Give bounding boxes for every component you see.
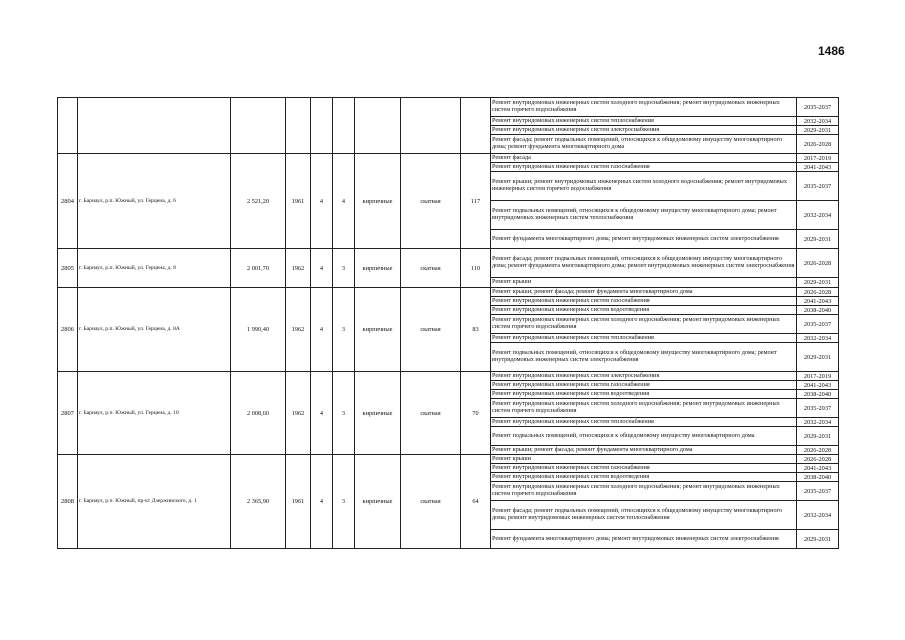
work-period: 2029-2031	[797, 278, 839, 288]
work-description: Ремонт внутридомовых инженерных систем водоотведения	[491, 390, 797, 399]
work-description: Ремонт внутридомовых инженерных систем холодного водоснабжения; ремонт внутридомовых инженерных систем горячего водоснабжения	[491, 315, 797, 334]
house-year	[286, 98, 311, 154]
wall-material: кирпичные	[355, 372, 401, 455]
work-period: 2029-2031	[797, 230, 839, 249]
work-description: Ремонт крыши	[491, 278, 797, 288]
house-number: 2806	[58, 288, 78, 372]
house-year: 1961	[286, 154, 311, 249]
house-area: 2 365,90	[231, 455, 286, 549]
house-floors: 4	[311, 372, 333, 455]
house-year: 1962	[286, 372, 311, 455]
wall-material: кирпичные	[355, 455, 401, 549]
work-period: 2041-2043	[797, 163, 839, 172]
work-description: Ремонт внутридомовых инженерных систем газоснабжения	[491, 163, 797, 172]
residents-count: 83	[461, 288, 491, 372]
work-description: Ремонт крыши; ремонт внутридомовых инженерных систем холодного водоснабжения; ремонт внутридомовых инженерных систем горячего водоснабжения	[491, 172, 797, 201]
table-row	[58, 372, 839, 381]
house-number: 2804	[58, 154, 78, 249]
work-period: 2017-2019	[797, 372, 839, 381]
work-description: Ремонт подвальных помещений, относящихся к общедомовому имуществу многоквартирного дома; ремонт внутридомовых инженерных систем электроснабжения	[491, 343, 797, 372]
house-floors: 4	[311, 455, 333, 549]
house-area: 2 521,20	[231, 154, 286, 249]
house-number: 2807	[58, 372, 78, 455]
residents-count	[461, 98, 491, 154]
work-period: 2032-2034	[797, 334, 839, 343]
residents-count: 64	[461, 455, 491, 549]
work-period: 2026-2028	[797, 446, 839, 455]
work-period: 2026-2028	[797, 135, 839, 154]
wall-material: кирпичные	[355, 154, 401, 249]
work-description: Ремонт внутридомовых инженерных систем газоснабжения	[491, 297, 797, 306]
work-period: 2017-2019	[797, 154, 839, 163]
house-year: 1961	[286, 455, 311, 549]
work-period: 2029-2031	[797, 126, 839, 135]
house-year: 1962	[286, 288, 311, 372]
house-address: г. Барнаул, р.п. Южный, ул. Герцена, д. 8	[78, 249, 231, 288]
work-description: Ремонт внутридомовых инженерных систем газоснабжения	[491, 381, 797, 390]
work-description: Ремонт фасада	[491, 154, 797, 163]
house-area	[231, 98, 286, 154]
table-row	[58, 288, 839, 297]
table-row	[58, 154, 839, 163]
work-period: 2029-2031	[797, 343, 839, 372]
work-period: 2035-2037	[797, 98, 839, 117]
house-entrances: 3	[333, 288, 355, 372]
roof-type: скатная	[401, 288, 461, 372]
residents-count: 117	[461, 154, 491, 249]
house-number	[58, 98, 78, 154]
page-number: 1486	[818, 44, 845, 58]
work-description: Ремонт подвальных помещений, относящихся к общедомовому имуществу многоквартирного дома	[491, 427, 797, 446]
work-period: 2035-2037	[797, 399, 839, 418]
work-description: Ремонт внутридомовых инженерных систем холодного водоснабжения; ремонт внутридомовых инженерных систем горячего водоснабжения	[491, 482, 797, 501]
work-description: Ремонт фундамента многоквартирного дома; ремонт внутридомовых инженерных систем электроснабжения	[491, 230, 797, 249]
wall-material: кирпичные	[355, 288, 401, 372]
house-address: г. Барнаул, р.п. Южный, ул. Герцена, д. 10	[78, 372, 231, 455]
house-address: г. Барнаул, р.п. Южный, ул. Герцена, д. 8А	[78, 288, 231, 372]
work-description: Ремонт внутридомовых инженерных систем теплоснабжения	[491, 418, 797, 427]
work-description: Ремонт фасада; ремонт подвальных помещений, относящихся к общедомовому имуществу многоквартирного дома; ремонт внутридомовых инженерных систем теплоснабжения	[491, 501, 797, 530]
work-period: 2038-2040	[797, 473, 839, 482]
work-description: Ремонт внутридомовых инженерных систем теплоснабжения	[491, 334, 797, 343]
work-period: 2038-2040	[797, 306, 839, 315]
residents-count: 70	[461, 372, 491, 455]
work-period: 2032-2034	[797, 117, 839, 126]
house-number: 2808	[58, 455, 78, 549]
table-row	[58, 98, 839, 117]
house-area: 2 001,70	[231, 249, 286, 288]
work-period: 2032-2034	[797, 418, 839, 427]
house-address: г. Барнаул, р.п. Южный, пр-кт Дзержинского, д. 1	[78, 455, 231, 549]
work-description: Ремонт внутридомовых инженерных систем водоотведения	[491, 306, 797, 315]
roof-type: скатная	[401, 372, 461, 455]
wall-material	[355, 98, 401, 154]
house-floors: 4	[311, 249, 333, 288]
house-area: 1 990,40	[231, 288, 286, 372]
roof-type: скатная	[401, 249, 461, 288]
work-period: 2035-2037	[797, 172, 839, 201]
work-period: 2041-2043	[797, 381, 839, 390]
house-entrances	[333, 98, 355, 154]
work-description: Ремонт внутридомовых инженерных систем электроснабжения	[491, 372, 797, 381]
work-period: 2032-2034	[797, 501, 839, 530]
work-description: Ремонт внутридомовых инженерных систем холодного водоснабжения; ремонт внутридомовых инженерных систем горячего водоснабжения	[491, 98, 797, 117]
work-description: Ремонт подвальных помещений, относящихся к общедомовому имуществу многоквартирного дома; ремонт внутридомовых инженерных систем теплоснабжения	[491, 201, 797, 230]
work-period: 2029-2031	[797, 530, 839, 549]
work-period: 2038-2040	[797, 390, 839, 399]
work-description: Ремонт внутридомовых инженерных систем водоотведения	[491, 473, 797, 482]
work-period: 2035-2037	[797, 482, 839, 501]
house-address	[78, 98, 231, 154]
work-period: 2035-2037	[797, 315, 839, 334]
house-floors: 4	[311, 154, 333, 249]
work-period: 2026-2028	[797, 455, 839, 464]
roof-type	[401, 98, 461, 154]
work-description: Ремонт крыши; ремонт фасада; ремонт фундамента многоквартирного дома	[491, 446, 797, 455]
work-description: Ремонт внутридомовых инженерных систем холодного водоснабжения; ремонт внутридомовых инженерных систем горячего водоснабжения	[491, 399, 797, 418]
house-entrances: 3	[333, 455, 355, 549]
work-description: Ремонт крыши	[491, 455, 797, 464]
house-entrances: 3	[333, 249, 355, 288]
table-row	[58, 455, 839, 464]
roof-type: скатная	[401, 455, 461, 549]
house-entrances: 3	[333, 372, 355, 455]
work-description: Ремонт фундамента многоквартирного дома; ремонт внутридомовых инженерных систем электроснабжения	[491, 530, 797, 549]
house-entrances: 4	[333, 154, 355, 249]
work-period: 2041-2043	[797, 464, 839, 473]
house-floors	[311, 98, 333, 154]
work-description: Ремонт фасада; ремонт подвальных помещений, относящихся к общедомовому имуществу многоквартирного дома; ремонт фундамента многоквартирного дома; ремонт внутридомовых инженерных систем электроснабжения	[491, 249, 797, 278]
house-address: г. Барнаул, р.п. Южный, ул. Герцена, д. 6	[78, 154, 231, 249]
work-period: 2032-2034	[797, 201, 839, 230]
repair-schedule-table	[57, 97, 839, 549]
work-description: Ремонт фасада; ремонт подвальных помещений, относящихся к общедомовому имуществу многоквартирного дома; ремонт фундамента многоквартирного дома	[491, 135, 797, 154]
work-period: 2026-2028	[797, 249, 839, 278]
house-number: 2805	[58, 249, 78, 288]
house-year: 1962	[286, 249, 311, 288]
work-period: 2029-2031	[797, 427, 839, 446]
house-floors: 4	[311, 288, 333, 372]
work-description: Ремонт внутридомовых инженерных систем газоснабжения	[491, 464, 797, 473]
work-description: Ремонт крыши; ремонт фасада; ремонт фундамента многоквартирного дома	[491, 288, 797, 297]
work-period: 2026-2028	[797, 288, 839, 297]
residents-count: 110	[461, 249, 491, 288]
work-period: 2041-2043	[797, 297, 839, 306]
table-row	[58, 249, 839, 278]
wall-material: кирпичные	[355, 249, 401, 288]
work-description: Ремонт внутридомовых инженерных систем электроснабжения	[491, 126, 797, 135]
house-area: 2 008,60	[231, 372, 286, 455]
roof-type: скатная	[401, 154, 461, 249]
work-description: Ремонт внутридомовых инженерных систем теплоснабжения	[491, 117, 797, 126]
